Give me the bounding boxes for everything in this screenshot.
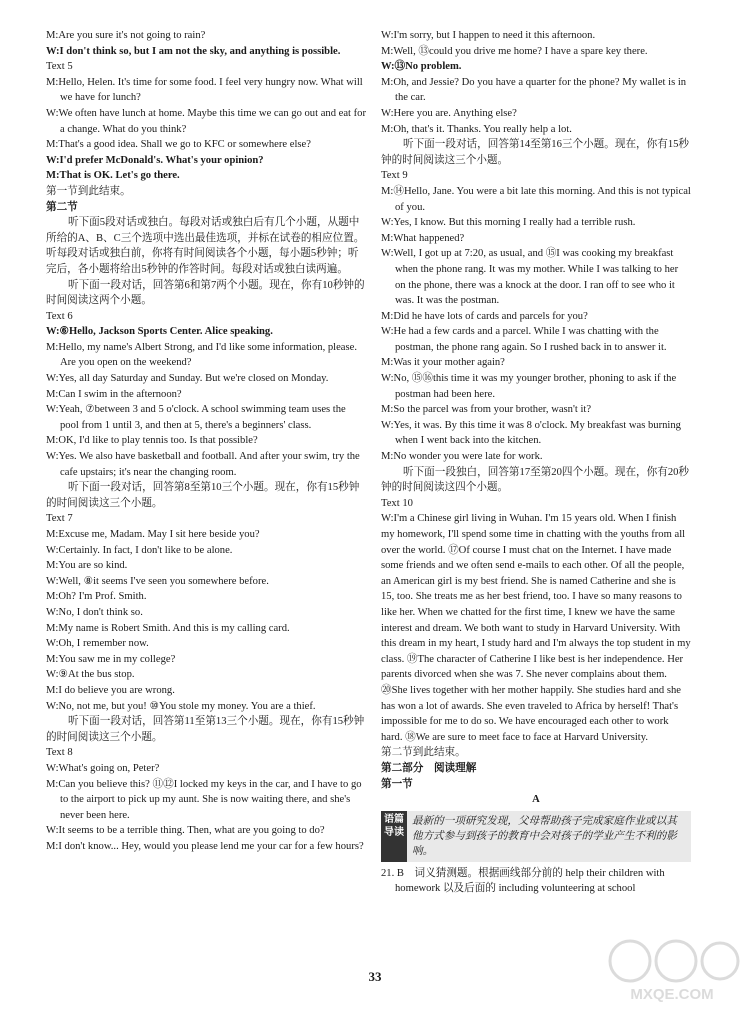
right-line: Text 9 (381, 170, 408, 182)
left-line: W:No, I don't think so. (46, 606, 143, 618)
right-line: M:Oh, that's it. Thanks. You really help a lot. (381, 123, 572, 135)
left-line: M:Hello, Helen. It's time for some food. I feel very hungry now. What will we have for lunch? (46, 76, 363, 104)
left-line: M:I do believe you are wrong. (46, 684, 175, 696)
left-line: 听下面一段对话，回答第6和第7两个小题。现在，你有10秒钟的时间阅读这两个小题。 (46, 279, 365, 307)
left-line: Text 8 (46, 747, 73, 759)
right-line: W:He had a few cards and a parcel. While I was chatting with the postman, the phone rang again. So I rushed back in to answer it. (381, 326, 667, 353)
left-line: M:Are you sure it's not going to rain? (46, 30, 206, 41)
left-line: M:OK, I'd like to play tennis too. Is that possible? (46, 435, 258, 447)
right-line: 第一节 (381, 778, 413, 790)
left-line: 第二节 (46, 201, 78, 213)
right-line: M:What happened? (381, 232, 465, 244)
right-line: W:No, ⑮⑯this time it was my younger brother, phoning to ask if the postman had been here. (381, 373, 677, 400)
left-line: W:No, not me, but you! ⑩You stole my money. You are a thief. (46, 700, 316, 712)
right-line: M:So the parcel was from your brother, wasn't it? (381, 404, 592, 416)
right-line: 听下面一段对话，回答第14至第16三个小题。现在，你有15秒钟的时间阅读这三个小题。 (381, 139, 690, 166)
right-column (381, 28, 691, 897)
right-line: W:Well, I got up at 7:20, as usual, and ⑮I was cooking my breakfast when the phone rang. It was my mother. While I was talking to her on the phone, there was a knock at the door. I ran off to see who it was. It was the postman. (381, 248, 679, 307)
guide-text: 最新的一项研究发现，父母帮助孩子完成家庭作业或以其他方式参与到孩子的教育中会对孩子的学业产生不利的影响。 (407, 811, 691, 862)
left-line: M:Can I swim in the afternoon? (46, 388, 182, 400)
left-line: M:You saw me in my college? (46, 653, 176, 665)
right-line: M:Well, ⑬could you drive me home? I have a spare key there. (381, 45, 648, 57)
left-line: W:What's going on, Peter? (46, 762, 160, 774)
right-line: W:Yes, I know. But this morning I really had a terrible rush. (381, 217, 636, 229)
right-line: 听下面一段独白，回答第17至第20四个小题。现在，你有20秒钟的时间阅读这四个小题。 (381, 466, 690, 494)
left-line: 听下面5段对话或独白。每段对话或独白后有几个小题，从题中所给的A、B、C三个选项中选出最佳选项，并标在试卷的相应位置。听每段对话或独白前，你将有时间阅读各个小题，每小题5秒钟；听完后，各小题将给出5秒钟的作答时间。每段对话或独白读两遍。 (46, 217, 365, 275)
right-line: M:No wonder you were late for work. (381, 451, 543, 463)
guide-label: 语篇导读 (381, 811, 407, 862)
right-line: Text 10 (381, 497, 413, 509)
left-line: M:I don't know... Hey, would you please lend me your car for a few hours? (46, 840, 364, 852)
left-line: W:Yes, all day Saturday and Sunday. But we're closed on Monday. (46, 373, 329, 385)
watermark-logo (602, 935, 742, 1005)
right-line: M:⑭Hello, Jane. You were a bit late this morning. And this is not typical of you. (381, 185, 691, 213)
passage-guide-box (381, 811, 691, 862)
left-line: 听下面一段对话，回答第11至第13三个小题。现在，你有15秒钟的时间阅读这三个小题。 (46, 716, 365, 743)
answer-21: 21. B 词义猜测题。根据画线部分前的 help their children with homework 以及后面的 including volunteering at school (381, 867, 665, 895)
right-line: M:Was it your mother again? (381, 357, 505, 369)
right-line: W:Here you are. Anything else? (381, 107, 517, 119)
left-line: W:We often have lunch at home. Maybe this time we can go out and eat for a change. What do you think? (46, 107, 366, 135)
right-line: W:I'm a Chinese girl living in Wuhan. I'm 15 years old. When I finish my homework, I'll spend some time in chatting with the youths from all over the world. ⑰Of course I must chat on the Internet. I have made some friends and we often send e-mails to each other. Of all the people, an American girl is my best friend. She is named Catherine and she is 15, too. She treats me as her best friend, too. I have so many reasons to like her. When we chatted for the first time, I knew we have the same interest and dream. We both want to study in Harvard University. With this dream in my heart, I study hard and I'm always the top student in my class. ⑲The character of Catherine I like best is her independence. Her parents divorced when she was 7. She never complains about them. ⑳She lives together with her mother happily. She studies hard and she has won a lot of awards. She even traveled to Africa by herself! That's impossible for me to do so. We have encouraged each other to work hard. ⑱We are sure to meet face to face at Harvard University. (381, 513, 691, 743)
left-line: W:⑥Hello, Jackson Sports Center. Alice speaking. (46, 326, 273, 338)
right-column-lines (381, 28, 691, 808)
right-line: W:⑬No problem. (381, 61, 462, 73)
left-line: W:Well, ⑧it seems I've seen you somewhere before. (46, 575, 269, 587)
left-line: M:Oh? I'm Prof. Smith. (46, 591, 147, 603)
left-line: M:Can you believe this? ⑪⑫I locked my keys in the car, and I have to go to the airport to pick up my aunt. She is now waiting there, and she's never been here. (46, 778, 362, 821)
left-column (46, 28, 366, 854)
right-line: M:Did he have lots of cards and parcels for you? (381, 310, 588, 322)
left-line: M:That is OK. Let's go there. (46, 170, 180, 182)
left-line: M:My name is Robert Smith. And this is my calling card. (46, 622, 290, 634)
left-line: W:I don't think so, but I am not the sky, and anything is possible. (46, 45, 341, 57)
right-line: A (532, 794, 540, 806)
left-line: W:Yeah, ⑦between 3 and 5 o'clock. A school swimming team uses the pool from 1 until 3, and then at 5, there's a beginners' class. (46, 404, 346, 431)
right-line: W:Yes, it was. By this time it was 8 o'clock. My breakfast was burning when I went back into the kitchen. (381, 419, 681, 447)
right-line: 第二部分 阅读理解 (381, 762, 477, 774)
left-line: W:It seems to be a terrible thing. Then, what are you going to do? (46, 825, 325, 837)
watermark-text: MXQE.COM (630, 986, 714, 1003)
left-line: M:That's a good idea. Shall we go to KFC or somewhere else? (46, 139, 311, 151)
right-line: M:Oh, and Jessie? Do you have a quarter for the phone? My wallet is in the car. (381, 76, 687, 104)
page-number: 33 (368, 969, 382, 984)
left-line: 第一节到此结束。 (46, 185, 131, 197)
left-line: W:⑨At the bus stop. (46, 669, 135, 681)
left-line: W:I'd prefer McDonald's. What's your opinion? (46, 154, 264, 166)
right-line: W:I'm sorry, but I happen to need it this afternoon. (381, 30, 596, 41)
left-line: W:Certainly. In fact, I don't like to be alone. (46, 544, 233, 556)
left-line: Text 6 (46, 310, 73, 322)
left-line: 听下面一段对话，回答第8至第10三个小题。现在，你有15秒钟的时间阅读这三个小题。 (46, 482, 360, 509)
right-line: 第二节到此结束。 (381, 747, 466, 759)
left-line: M:Excuse me, Madam. May I sit here beside you? (46, 529, 260, 540)
left-line: M:You are so kind. (46, 560, 128, 572)
left-line: Text 5 (46, 61, 73, 73)
left-line: W:Yes. We also have basketball and football. And after your swim, try the cafe upstairs; it's near the changing room. (46, 451, 360, 478)
left-line: M:Hello, my name's Albert Strong, and I'd like some information, please. Are you open on the weekend? (46, 341, 357, 369)
left-line: W:Oh, I remember now. (46, 638, 149, 650)
left-line: Text 7 (46, 513, 73, 525)
